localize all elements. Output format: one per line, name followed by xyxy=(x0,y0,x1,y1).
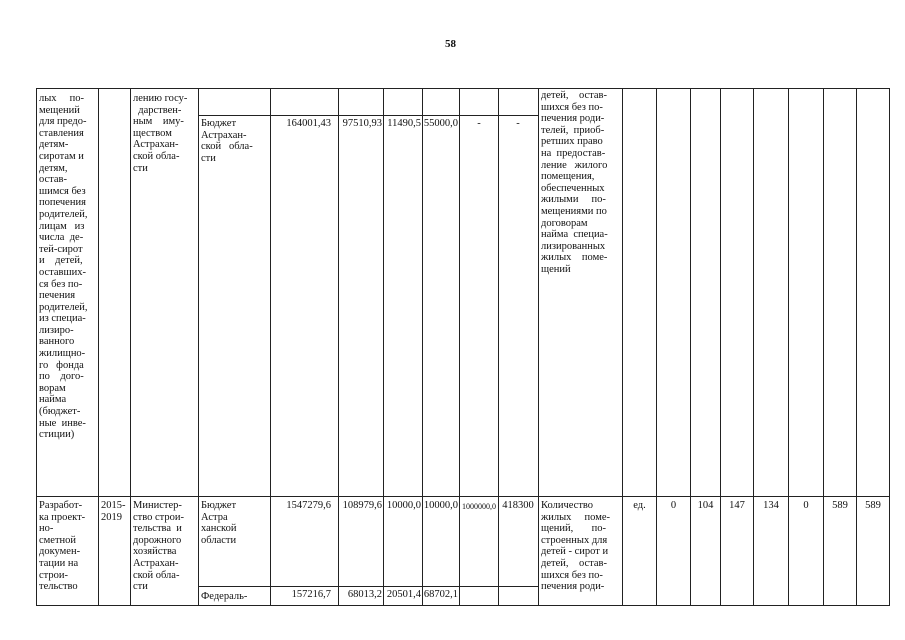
col-line-4 xyxy=(270,88,271,606)
row1-indicator: детей, остав- шихся без по- печения роди- телей, приоб- ретших право на предостав- ление жилого помещения, обеспеченных жилыми по- мещениями по договорам найма специа- лизированных жилых поме- щений xyxy=(541,90,608,275)
row3-total: 157216,7 xyxy=(291,589,331,600)
col-line-10 xyxy=(538,88,539,606)
row1-year-2019: - xyxy=(516,118,520,129)
row2-year-2018: 1000000,0 xyxy=(462,502,496,511)
col-line-2 xyxy=(130,88,131,606)
col-line-13 xyxy=(690,88,691,606)
row3-year-2016: 20501,4 xyxy=(386,589,421,600)
row1-executor: лению госу- дарствен- ным иму- ществом Астрахан- ской обла- сти xyxy=(133,93,188,174)
row2-year-2016: 10000,0 xyxy=(386,500,421,511)
col-line-16 xyxy=(788,88,789,606)
col-line-8 xyxy=(459,88,460,606)
col-line-11 xyxy=(622,88,623,606)
row2-year-2017: 10000,0 xyxy=(423,500,458,511)
row2-total: 1547279,6 xyxy=(286,500,331,511)
row2-indicator-2017: 134 xyxy=(763,500,779,511)
row-separator xyxy=(36,496,889,497)
col-line-19 xyxy=(889,88,890,606)
row2-indicator-2015: 104 xyxy=(697,500,714,511)
col-line-6 xyxy=(383,88,384,606)
table-top-border xyxy=(36,88,889,89)
col-line-5 xyxy=(338,88,339,606)
row1-total: 164001,43 xyxy=(286,118,331,129)
row1-year-2016: 11490,5 xyxy=(387,118,421,129)
table-bottom-border xyxy=(36,605,889,606)
row2-indicator: Количество жилых поме- щений, по- строенных для детей - сирот и детей, остав- шихся без по- печения роди- xyxy=(541,500,611,593)
col-line-3 xyxy=(198,88,199,606)
col-line-18 xyxy=(856,88,857,606)
row3-funding-source: Федераль- xyxy=(201,591,248,602)
col-line-1 xyxy=(98,88,99,606)
row2-indicator-2016: 147 xyxy=(729,500,745,511)
col-line-14 xyxy=(720,88,721,606)
col-line-0 xyxy=(36,88,37,606)
row2-executor: Министер- ство строи- тельства и дорожного хозяйства Астрахан- ской обла- сти xyxy=(133,500,185,593)
col-line-12 xyxy=(656,88,657,606)
row3-year-2017: 68702,1 xyxy=(423,589,458,600)
row2-funding-source: Бюджет Астра ханской области xyxy=(201,500,237,546)
row3-line xyxy=(198,586,538,587)
row2-indicator-2019: 589 xyxy=(832,500,848,511)
row2-indicator-2018: 0 xyxy=(803,500,809,511)
row1-year-2017: 55000,0 xyxy=(423,118,458,129)
page-number: 58 xyxy=(445,38,456,50)
col-line-7 xyxy=(422,88,423,606)
row2-year-2019: 418300 xyxy=(502,500,534,511)
row1-funding-source: Бюджет Астрахан- ской обла- сти xyxy=(201,118,253,164)
col-line-15 xyxy=(753,88,754,606)
row2-unit: ед. xyxy=(633,500,646,511)
row2-period: 2015- 2019 xyxy=(101,500,126,523)
col-line-9 xyxy=(498,88,499,606)
col-line-17 xyxy=(823,88,824,606)
row1-year-2015: 97510,93 xyxy=(342,118,382,129)
row2-measure-name: Разработ- ка проект- но- сметной докумен- тации на строи- тельство xyxy=(39,500,86,593)
row2-indicator-2014: 0 xyxy=(670,500,677,511)
row1-subrow-line xyxy=(198,115,538,116)
row3-year-2015: 68013,2 xyxy=(347,589,382,600)
row2-indicator-total: 589 xyxy=(865,500,881,511)
row1-measure-name: лых по- мещений для предо- ставления детям- сиротам и детям, остав- шимся без попечения родителей, лицам из числа де- тей-сирот и детей, оставших- ся без по- печения родителей, из специа- лизиро- ванного жилищно- го фонда по дого- ворам найма (бюджет- ные инве- стиции) xyxy=(39,93,88,441)
row2-year-2015: 108979,6 xyxy=(342,500,382,511)
row1-year-2018: - xyxy=(477,118,481,129)
